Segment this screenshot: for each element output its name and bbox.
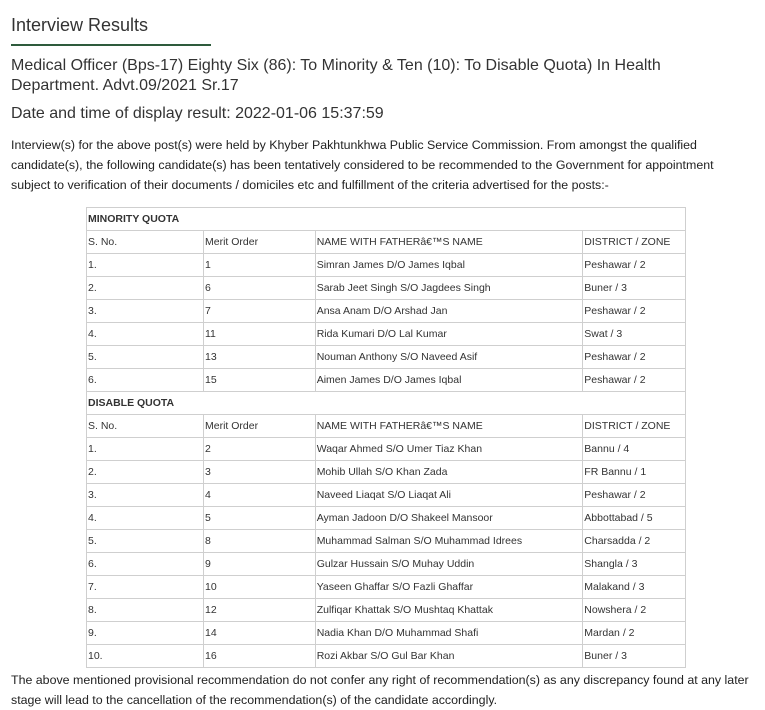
table-row [87, 438, 686, 461]
table-row [87, 277, 686, 300]
cell-name: Sarab Jeet Singh S/O Jagdees Singh [315, 277, 583, 300]
cell-sno: 9. [87, 622, 204, 645]
intro-paragraph: Interview(s) for the above post(s) were held by Khyber Pakhtunkhwa Public Service Commission. From amongst the qualified candidate(s), the following candidate(s) has been tentatively considered to be recommended to the Government for appointment subject to verification of their documents / domiciles etc and fulfillment of the criteria advertised for the posts:- [11, 138, 714, 192]
cell-sno: 6. [87, 553, 204, 576]
cell-district: Malakand / 3 [583, 576, 686, 599]
cell-name: Ayman Jadoon D/O Shakeel Mansoor [315, 507, 583, 530]
cell-district: Charsadda / 2 [583, 530, 686, 553]
cell-sno: 3. [87, 484, 204, 507]
cell-district: Peshawar / 2 [583, 346, 686, 369]
quota-title-row [87, 392, 686, 415]
cell-name: Naveed Liaqat S/O Liaqat Ali [315, 484, 583, 507]
cell-district: Mardan / 2 [583, 622, 686, 645]
cell-sno: 8. [87, 599, 204, 622]
page-title: Interview Results [11, 15, 149, 35]
column-header-merit: Merit Order [204, 415, 316, 438]
cell-sno: 1. [87, 438, 204, 461]
column-header-district: DISTRICT / ZONE [583, 231, 686, 254]
cell-merit: 13 [204, 346, 316, 369]
cell-merit: 9 [204, 553, 316, 576]
cell-sno: 2. [87, 461, 204, 484]
column-header-merit: Merit Order [204, 231, 316, 254]
quota-title: MINORITY QUOTA [87, 208, 686, 231]
table-row [87, 553, 686, 576]
cell-name: Rozi Akbar S/O Gul Bar Khan [315, 645, 583, 668]
footer-disclaimer: The above mentioned provisional recommendation do not confer any right of recommendation(s) as any discrepancy found at any later stage will lead to the cancellation of the recommendation(s) of the candidate accordingly. [11, 673, 749, 707]
table-row [87, 254, 686, 277]
column-header-sno: S. No. [87, 231, 204, 254]
quota-title: DISABLE QUOTA [87, 392, 686, 415]
cell-name: Rida Kumari D/O Lal Kumar [315, 323, 583, 346]
table-row [87, 369, 686, 392]
cell-name: Aimen James D/O James Iqbal [315, 369, 583, 392]
cell-district: Buner / 3 [583, 645, 686, 668]
cell-sno: 1. [87, 254, 204, 277]
table-row [87, 346, 686, 369]
disable-quota-section [87, 392, 686, 668]
cell-name: Yaseen Ghaffar S/O Fazli Ghaffar [315, 576, 583, 599]
cell-district: FR Bannu / 1 [583, 461, 686, 484]
cell-district: Peshawar / 2 [583, 369, 686, 392]
cell-sno: 3. [87, 300, 204, 323]
cell-district: Shangla / 3 [583, 553, 686, 576]
cell-district: Abbottabad / 5 [583, 507, 686, 530]
cell-sno: 7. [87, 576, 204, 599]
cell-name: Simran James D/O James Iqbal [315, 254, 583, 277]
cell-name: Muhammad Salman S/O Muhammad Idrees [315, 530, 583, 553]
results-table [86, 207, 686, 668]
table-row [87, 461, 686, 484]
cell-sno: 4. [87, 507, 204, 530]
cell-merit: 11 [204, 323, 316, 346]
cell-name: Ansa Anam D/O Arshad Jan [315, 300, 583, 323]
table-row [87, 484, 686, 507]
cell-name: Mohib Ullah S/O Khan Zada [315, 461, 583, 484]
column-header-sno: S. No. [87, 415, 204, 438]
cell-merit: 5 [204, 507, 316, 530]
cell-merit: 6 [204, 277, 316, 300]
cell-sno: 2. [87, 277, 204, 300]
cell-merit: 4 [204, 484, 316, 507]
cell-merit: 12 [204, 599, 316, 622]
table-row [87, 323, 686, 346]
cell-district: Swat / 3 [583, 323, 686, 346]
cell-district: Buner / 3 [583, 277, 686, 300]
cell-merit: 14 [204, 622, 316, 645]
display-timestamp: Date and time of display result: 2022-01-06 15:37:59 [11, 105, 384, 122]
cell-name: Nouman Anthony S/O Naveed Asif [315, 346, 583, 369]
cell-name: Zulfiqar Khattak S/O Mushtaq Khattak [315, 599, 583, 622]
cell-sno: 6. [87, 369, 204, 392]
cell-sno: 5. [87, 530, 204, 553]
cell-merit: 7 [204, 300, 316, 323]
cell-name: Gulzar Hussain S/O Muhay Uddin [315, 553, 583, 576]
column-header-row [87, 231, 686, 254]
column-header-name: NAME WITH FATHERâ€™S NAME [315, 415, 583, 438]
cell-district: Peshawar / 2 [583, 254, 686, 277]
table-row [87, 300, 686, 323]
title-underline [11, 44, 211, 46]
cell-sno: 5. [87, 346, 204, 369]
cell-name: Nadia Khan D/O Muhammad Shafi [315, 622, 583, 645]
table-row [87, 599, 686, 622]
table-row [87, 622, 686, 645]
cell-merit: 16 [204, 645, 316, 668]
post-title: Medical Officer (Bps-17) Eighty Six (86): To Minority & Ten (10): To Disable Quota) In Health Department. Advt.09/2021 Sr.17 [11, 57, 661, 94]
cell-merit: 1 [204, 254, 316, 277]
table-row [87, 576, 686, 599]
cell-district: Peshawar / 2 [583, 300, 686, 323]
cell-merit: 10 [204, 576, 316, 599]
table-row [87, 530, 686, 553]
column-header-row [87, 415, 686, 438]
cell-district: Nowshera / 2 [583, 599, 686, 622]
quota-title-row [87, 208, 686, 231]
cell-merit: 15 [204, 369, 316, 392]
column-header-name: NAME WITH FATHERâ€™S NAME [315, 231, 583, 254]
cell-merit: 8 [204, 530, 316, 553]
cell-merit: 3 [204, 461, 316, 484]
table-row [87, 645, 686, 668]
cell-merit: 2 [204, 438, 316, 461]
cell-sno: 4. [87, 323, 204, 346]
cell-sno: 10. [87, 645, 204, 668]
minority-quota-section [87, 208, 686, 392]
cell-district: Bannu / 4 [583, 438, 686, 461]
cell-district: Peshawar / 2 [583, 484, 686, 507]
cell-name: Waqar Ahmed S/O Umer Tiaz Khan [315, 438, 583, 461]
table-row [87, 507, 686, 530]
column-header-district: DISTRICT / ZONE [583, 415, 686, 438]
